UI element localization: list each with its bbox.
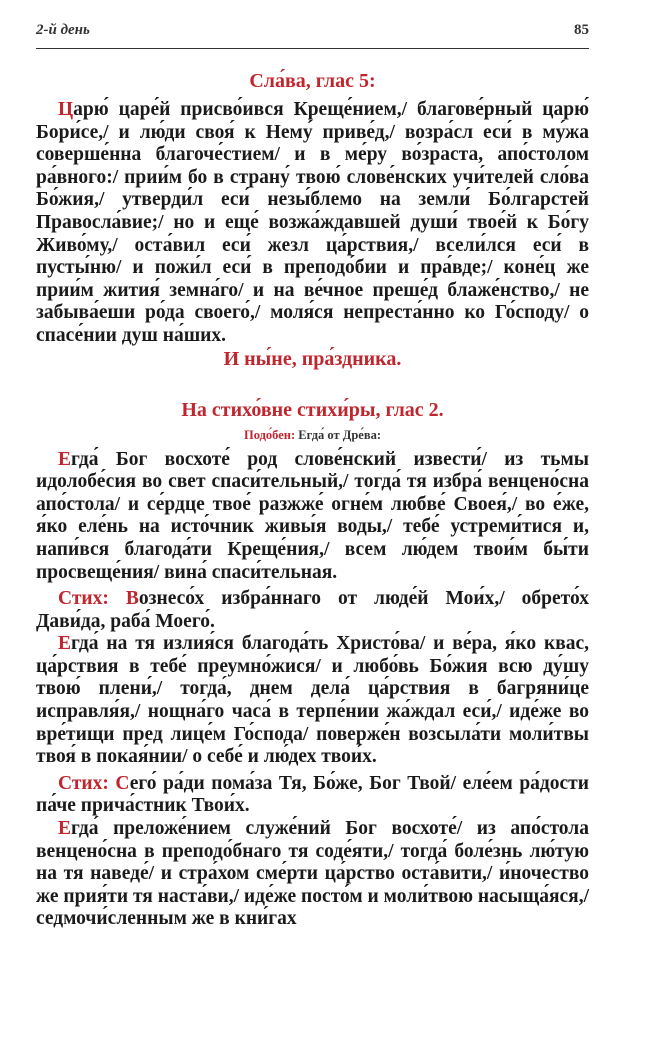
stikhira-3-first-letter: Е bbox=[58, 818, 72, 840]
stikhira-2-first-letter: Е bbox=[58, 633, 72, 655]
i-nyne-line: И ны́не, пра́здника. bbox=[223, 347, 402, 370]
slava-text-body: арю́ царе́й присво́ився Креще́нием,/ благове́рный царю́ Бори́се,/ и лю́ди своя́ к Нему́ приве́д,/ возра́сл еси́ в му́жа соверше́нна благоче́стием/ и в ме́ру во́зраста, апо́столом ра́вного:/ прии́м бо в страну́ твою́ слове́нских учи́телей сло́ва Бо́жия,/ утверди́л еси́ незы́блемо на земли́ Бо́лгарстей Правосла́вие;/ но и еще́ возжа́ждавшей души́ твое́й к Бо́гу Живо́му,/ оста́вил еси́ жезл ца́рствия,/ всели́лся еси́ в пусты́ню/ и пожи́л еси́ в преподо́бии и пра́вде;/ коне́ц же прии́м жития́ земна́го/ и на ве́чное преше́д блаже́нство,/ не забыва́еши ро́да своего́,/ моля́ся непреста́нно ко Го́споду/ о спасе́нии душ на́ших. bbox=[36, 99, 589, 346]
running-title: 2-й день bbox=[36, 22, 90, 38]
header-rule bbox=[36, 48, 589, 49]
stikhovne-heading: На стихо́вне стихи́ры, глас 2. bbox=[181, 398, 444, 421]
stikh-verse-2-text: его́ ра́ди пома́за Тя, Бо́же, Бог Твой/ еле́ем ра́дости па́че прича́стник Твои́х. bbox=[36, 772, 589, 817]
stikhira-1 bbox=[36, 449, 589, 585]
stikh-verse-1-first-letter: В bbox=[125, 588, 139, 610]
stikhira-3-text: гда́ преложе́нием служе́ний Бог восхоте́/ из апо́стола венцено́сна в преподо́бнаго тя соде́яти,/ тогда́ боле́знь лю́тую на тя наведе́/ и стра́хом сме́рти ца́рство оста́вити,/ и́ночество же прия́ти тя наста́ви,/ иде́же посто́м и моли́твою насыща́яся,/ седмочи́сленным же в кни́гах bbox=[36, 818, 589, 930]
stikhira-2-text: гда́ на тя излия́ся благода́ть Христо́ва/ и ве́ра, я́ко квас, ца́рствия в тебе́ преумно́жися/ и любо́вь Бо́жия всю ду́шу твою́ плени́,/ тогда́, днем дела́ ца́рствия в багряни́це исправля́я,/ нощна́го часа́ в терпе́нии жа́ждал еси́,/ иде́же во вре́тищи пред лице́м Го́спода/ поверже́н возсыла́ти моли́твы твоя́ в покая́нии/ о себе́ и лю́дех твои́х. bbox=[36, 633, 589, 768]
podoben-line bbox=[36, 428, 589, 443]
page-body bbox=[36, 60, 589, 931]
stikhira-3 bbox=[36, 818, 589, 931]
stikh-verse-2-first-letter: С bbox=[115, 772, 130, 794]
stikh-label-1: Стих: bbox=[58, 588, 109, 610]
stikh-verse-2 bbox=[36, 773, 589, 818]
stikhira-1-text: гда́ Бог восхоте́ род слове́нский извести́/ из тьмы идолобе́сия во свет спаси́тельный,/ тогда́ тя избра́ венцено́сна апо́стола/ и се́рдце твое́ разжже́ огне́м любве́ Своея́,/ во е́же, я́ко еле́нь на исто́чник живы́я воды,/ тебе́ устреми́тися и, напи́вся благода́ти Креще́ния,/ всем лю́дем твои́м бы́ти просвеще́ния/ вина́ спаси́тельная. bbox=[36, 448, 589, 583]
slava-first-letter: Ц bbox=[58, 99, 74, 120]
stikh-label-2: Стих: bbox=[58, 772, 109, 794]
podoben-text: Егда́ от Дре́ва: bbox=[298, 427, 381, 442]
running-header bbox=[36, 22, 589, 39]
page-number: 85 bbox=[574, 22, 589, 38]
stikh-verse-1 bbox=[36, 588, 589, 633]
stikhira-1-first-letter: Е bbox=[58, 448, 72, 470]
stikh-verse-1-text: ознесо́х избра́ннаго от люде́й Мои́х,/ обрето́х Дави́да, раба́ Моего́. bbox=[36, 588, 589, 632]
slava-text bbox=[36, 99, 589, 348]
podoben-label: Подо́бен: bbox=[243, 427, 296, 442]
slava-heading: Сла́ва, глас 5: bbox=[249, 70, 376, 92]
stikhira-2 bbox=[36, 633, 589, 769]
